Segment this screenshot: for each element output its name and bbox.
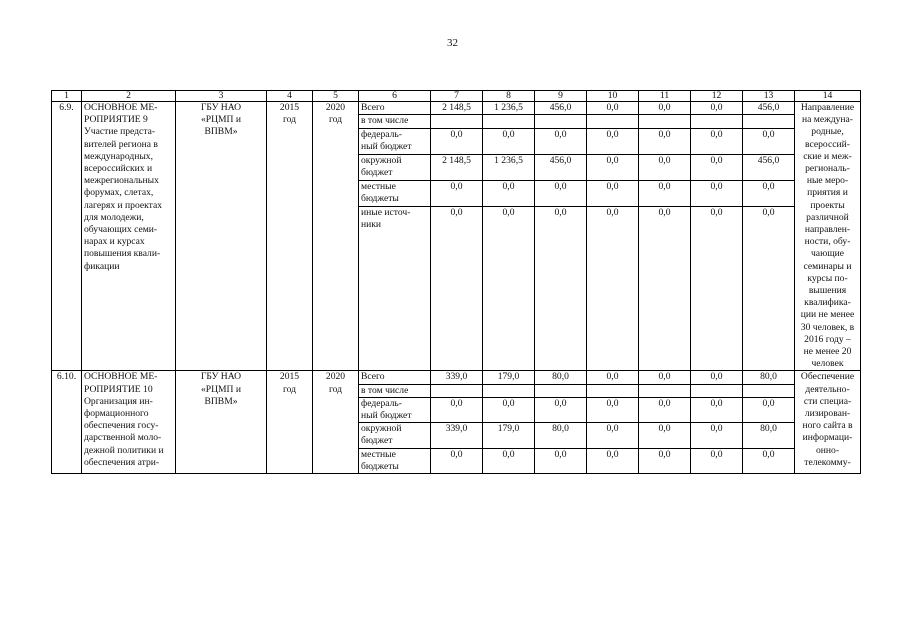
column-header: 3 <box>176 91 267 102</box>
amount-cell: 0,0 <box>691 102 743 115</box>
amount-cell: 0,0 <box>743 128 795 154</box>
amount-cell: 179,0 <box>483 371 535 384</box>
column-header: 1 <box>52 91 82 102</box>
column-header: 4 <box>267 91 313 102</box>
start-year: 2015 год <box>267 102 313 371</box>
amount-cell: 0,0 <box>587 371 639 384</box>
amount-cell: 339,0 <box>431 423 483 448</box>
amount-cell: 1 236,5 <box>483 102 535 115</box>
amount-cell: 0,0 <box>743 397 795 422</box>
table-body <box>52 102 861 474</box>
amount-cell: 80,0 <box>535 371 587 384</box>
amount-cell: 0,0 <box>639 371 691 384</box>
column-header: 10 <box>587 91 639 102</box>
amount-cell: 0,0 <box>639 397 691 422</box>
amount-cell: 0,0 <box>483 206 535 371</box>
amount-cell: 179,0 <box>483 423 535 448</box>
amount-cell <box>743 115 795 128</box>
amount-cell: 339,0 <box>431 371 483 384</box>
amount-cell: 1 236,5 <box>483 154 535 180</box>
column-header: 7 <box>431 91 483 102</box>
amount-cell <box>587 115 639 128</box>
amount-cell <box>587 384 639 397</box>
amount-cell: 0,0 <box>587 154 639 180</box>
amount-cell: 2 148,5 <box>431 154 483 180</box>
funding-source: иные источ- ники <box>359 206 431 371</box>
start-year: 2015 год <box>267 371 313 474</box>
amount-cell: 80,0 <box>743 371 795 384</box>
measure-number: 6.9. <box>52 102 82 371</box>
amount-cell: 0,0 <box>691 448 743 473</box>
amount-cell: 0,0 <box>431 397 483 422</box>
column-header: 9 <box>535 91 587 102</box>
amount-cell: 0,0 <box>587 102 639 115</box>
table-row <box>52 102 861 115</box>
amount-cell: 0,0 <box>691 397 743 422</box>
column-header: 8 <box>483 91 535 102</box>
amount-cell: 0,0 <box>431 206 483 371</box>
budget-table <box>51 90 861 474</box>
funding-source: федераль- ный бюджет <box>359 128 431 154</box>
executor: ГБУ НАО «РЦМП и ВПВМ» <box>176 371 267 474</box>
funding-source: окружной бюджет <box>359 423 431 448</box>
funding-source: окружной бюджет <box>359 154 431 180</box>
amount-cell <box>535 115 587 128</box>
amount-cell: 0,0 <box>639 102 691 115</box>
amount-cell: 0,0 <box>743 448 795 473</box>
amount-cell: 456,0 <box>743 154 795 180</box>
column-header: 6 <box>359 91 431 102</box>
amount-cell: 0,0 <box>431 128 483 154</box>
amount-cell: 0,0 <box>691 423 743 448</box>
column-header: 13 <box>743 91 795 102</box>
amount-cell: 0,0 <box>639 423 691 448</box>
amount-cell <box>639 115 691 128</box>
amount-cell: 0,0 <box>431 448 483 473</box>
measure-number: 6.10. <box>52 371 82 474</box>
executor: ГБУ НАО «РЦМП и ВПВМ» <box>176 102 267 371</box>
amount-cell <box>691 384 743 397</box>
end-year: 2020 год <box>313 102 359 371</box>
amount-cell: 0,0 <box>691 206 743 371</box>
amount-cell: 0,0 <box>691 371 743 384</box>
amount-cell: 0,0 <box>691 154 743 180</box>
amount-cell <box>431 115 483 128</box>
table-row <box>52 371 861 384</box>
amount-cell: 0,0 <box>587 128 639 154</box>
amount-cell: 456,0 <box>535 154 587 180</box>
amount-cell: 0,0 <box>535 128 587 154</box>
amount-cell: 0,0 <box>743 180 795 206</box>
column-header: 11 <box>639 91 691 102</box>
measure-name: ОСНОВНОЕ МЕ- РОПРИЯТИЕ 9 Участие предста- вителей региона в международных, всероссийских и межрегиональных форумах, слетах, лагерях и проектах для молодежи, обучающих семи- нарах и курсах повышения квали- фикации <box>82 102 176 371</box>
amount-cell: 0,0 <box>483 180 535 206</box>
amount-cell: 0,0 <box>639 128 691 154</box>
amount-cell <box>639 384 691 397</box>
amount-cell <box>535 384 587 397</box>
amount-cell: 0,0 <box>483 128 535 154</box>
amount-cell: 0,0 <box>639 448 691 473</box>
amount-cell <box>431 384 483 397</box>
amount-cell: 0,0 <box>535 180 587 206</box>
measure-name: ОСНОВНОЕ МЕ- РОПРИЯТИЕ 10 Организация ин- формационного обеспечения госу- дарственной моло- дежной политики и обеспечения атри- <box>82 371 176 474</box>
amount-cell: 0,0 <box>535 206 587 371</box>
column-header: 5 <box>313 91 359 102</box>
column-header: 2 <box>82 91 176 102</box>
page-number: 32 <box>447 37 458 49</box>
amount-cell: 0,0 <box>587 206 639 371</box>
amount-cell: 0,0 <box>483 397 535 422</box>
funding-source: в том числе <box>359 384 431 397</box>
amount-cell: 0,0 <box>587 448 639 473</box>
amount-cell: 0,0 <box>587 180 639 206</box>
amount-cell: 0,0 <box>535 397 587 422</box>
funding-source: в том числе <box>359 115 431 128</box>
funding-source: Всего <box>359 102 431 115</box>
amount-cell: 0,0 <box>639 180 691 206</box>
expected-result: Обеспечение деятельно- сти специа- лизирован- ного сайта в информаци- онно- телекомму- <box>795 371 861 474</box>
end-year: 2020 год <box>313 371 359 474</box>
amount-cell <box>483 115 535 128</box>
amount-cell: 0,0 <box>639 154 691 180</box>
amount-cell: 0,0 <box>431 180 483 206</box>
amount-cell <box>483 384 535 397</box>
amount-cell <box>691 115 743 128</box>
funding-source: федераль- ный бюджет <box>359 397 431 422</box>
column-header: 14 <box>795 91 861 102</box>
funding-source: местные бюджеты <box>359 448 431 473</box>
amount-cell: 0,0 <box>587 423 639 448</box>
funding-source: Всего <box>359 371 431 384</box>
amount-cell: 0,0 <box>639 206 691 371</box>
amount-cell: 0,0 <box>587 397 639 422</box>
amount-cell: 0,0 <box>691 128 743 154</box>
amount-cell: 0,0 <box>483 448 535 473</box>
column-header: 12 <box>691 91 743 102</box>
amount-cell: 0,0 <box>535 448 587 473</box>
expected-result: Направление на междуна- родные, всероссий- ские и меж- региональ- ные меро- приятия и проекты различной направлен- ности, обу- чающие семинары и курсы по- вышения квалифика- ции не менее 30 человек, в 2016 году – не менее 20 человек <box>795 102 861 371</box>
amount-cell: 0,0 <box>691 180 743 206</box>
funding-source: местные бюджеты <box>359 180 431 206</box>
header-row <box>52 91 861 102</box>
amount-cell: 0,0 <box>743 206 795 371</box>
amount-cell: 80,0 <box>743 423 795 448</box>
amount-cell <box>743 384 795 397</box>
amount-cell: 456,0 <box>535 102 587 115</box>
amount-cell: 80,0 <box>535 423 587 448</box>
amount-cell: 2 148,5 <box>431 102 483 115</box>
amount-cell: 456,0 <box>743 102 795 115</box>
